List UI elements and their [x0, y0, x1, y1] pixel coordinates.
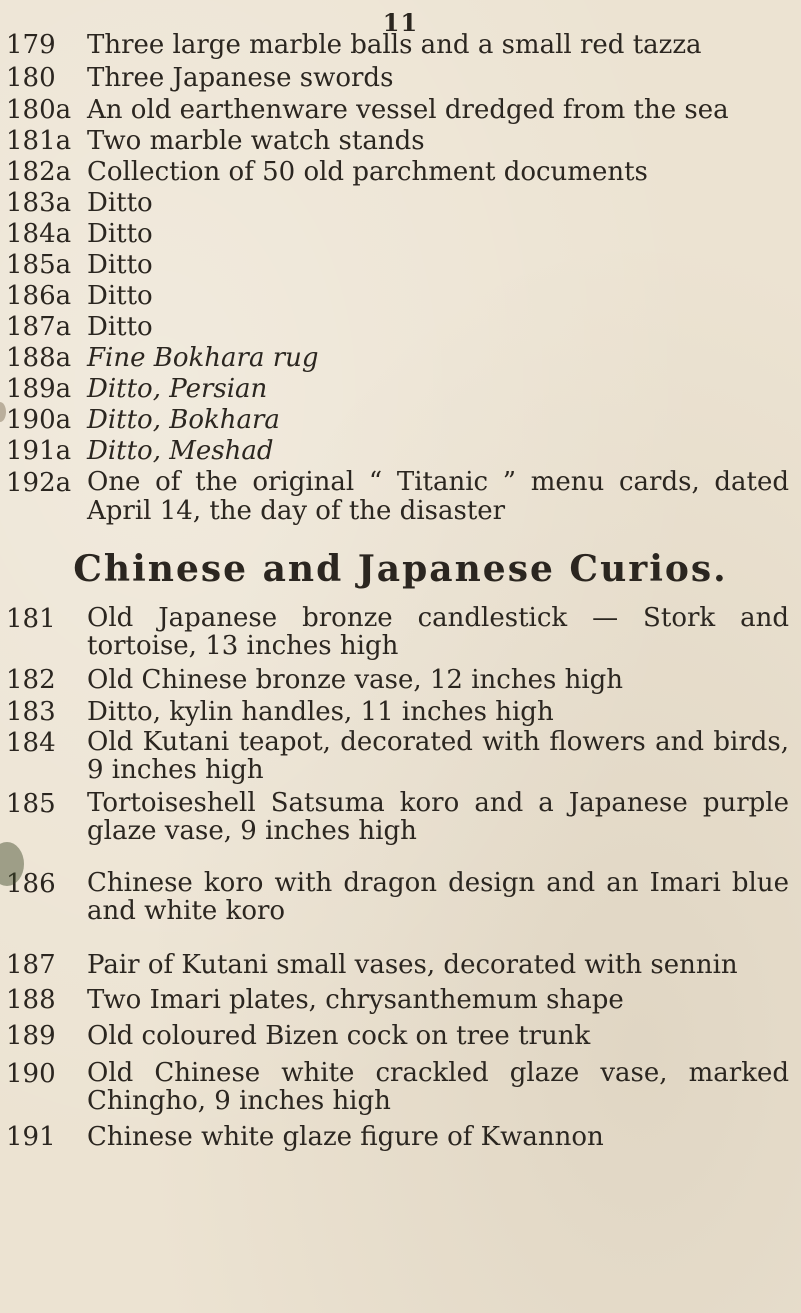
lot-number: 179: [6, 30, 56, 60]
lot-description: Ditto: [87, 219, 153, 249]
lot-description: Ditto: [87, 250, 153, 280]
lot-description: Ditto, Meshad: [87, 436, 274, 466]
section-heading: Chinese and Japanese Curios.: [73, 548, 728, 590]
lot-description: Ditto, Bokhara: [87, 405, 280, 435]
lot-description: Ditto, kylin handles, 11 inches high: [87, 697, 554, 727]
lot-description: Ditto: [87, 312, 153, 342]
lot-number: 182a: [6, 157, 72, 187]
lot-description: Ditto: [87, 188, 153, 218]
lot-number: 190: [6, 1059, 56, 1089]
lot-number: 189a: [6, 374, 72, 404]
lot-description: Old Chinese bronze vase, 12 inches high: [87, 665, 624, 695]
lot-description: Ditto: [87, 281, 153, 311]
lot-number: 189: [6, 1021, 56, 1051]
lot-description: Old Chinese white crackled glaze vase, marked Chingho, 9 inches high: [87, 1058, 789, 1116]
lot-description: Collection of 50 old parchment documents: [87, 157, 648, 187]
lot-description: Old coloured Bizen cock on tree trunk: [87, 1021, 591, 1051]
lot-description: Chinese koro with dragon design and an Imari blue and white koro: [87, 868, 789, 926]
lot-number: 190a: [6, 405, 72, 435]
lot-description: Chinese white glaze figure of Kwannon: [87, 1122, 604, 1152]
lot-number: 180a: [6, 95, 72, 125]
lot-number: 191: [6, 1122, 56, 1152]
lot-number: 185: [6, 789, 56, 819]
lot-description: Ditto, Persian: [87, 374, 268, 404]
lot-description: Three Japanese swords: [87, 63, 394, 93]
lot-description: Fine Bokhara rug: [87, 343, 319, 373]
lot-description: Tortoiseshell Satsuma koro and a Japanese purple glaze vase, 9 inches high: [87, 788, 789, 846]
lot-number: 184: [6, 728, 56, 758]
lot-number: 192a: [6, 468, 72, 498]
lot-number: 184a: [6, 219, 72, 249]
lot-number: 191a: [6, 436, 72, 466]
lot-number: 183a: [6, 188, 72, 218]
lot-number: 188a: [6, 343, 72, 373]
lot-number: 188: [6, 985, 56, 1015]
lot-number: 187: [6, 950, 56, 980]
lot-number: 182: [6, 665, 56, 695]
lot-description: An old earthenware vessel dredged from the sea: [87, 95, 729, 125]
lot-number: 187a: [6, 312, 72, 342]
lot-description: Two marble watch stands: [87, 126, 425, 156]
lot-number: 186: [6, 869, 56, 899]
lot-description: Old Japanese bronze candlestick — Stork and tortoise, 13 inches high: [87, 603, 789, 661]
lot-description: Pair of Kutani small vases, decorated with sennin: [87, 950, 738, 980]
lot-number: 186a: [6, 281, 72, 311]
lot-description: Two Imari plates, chrysanthemum shape: [87, 985, 624, 1015]
lot-description: Three large marble balls and a small red tazza: [87, 30, 702, 60]
lot-number: 180: [6, 63, 56, 93]
lot-number: 183: [6, 697, 56, 727]
lot-description: One of the original “ Titanic ” menu cards, dated April 14, the day of the disaster: [87, 467, 789, 526]
page-number: 11: [382, 8, 419, 37]
lot-number: 181a: [6, 126, 72, 156]
lot-number: 181: [6, 604, 56, 634]
lot-description: Old Kutani teapot, decorated with flowers and birds, 9 inches high: [87, 727, 789, 785]
lot-number: 185a: [6, 250, 72, 280]
